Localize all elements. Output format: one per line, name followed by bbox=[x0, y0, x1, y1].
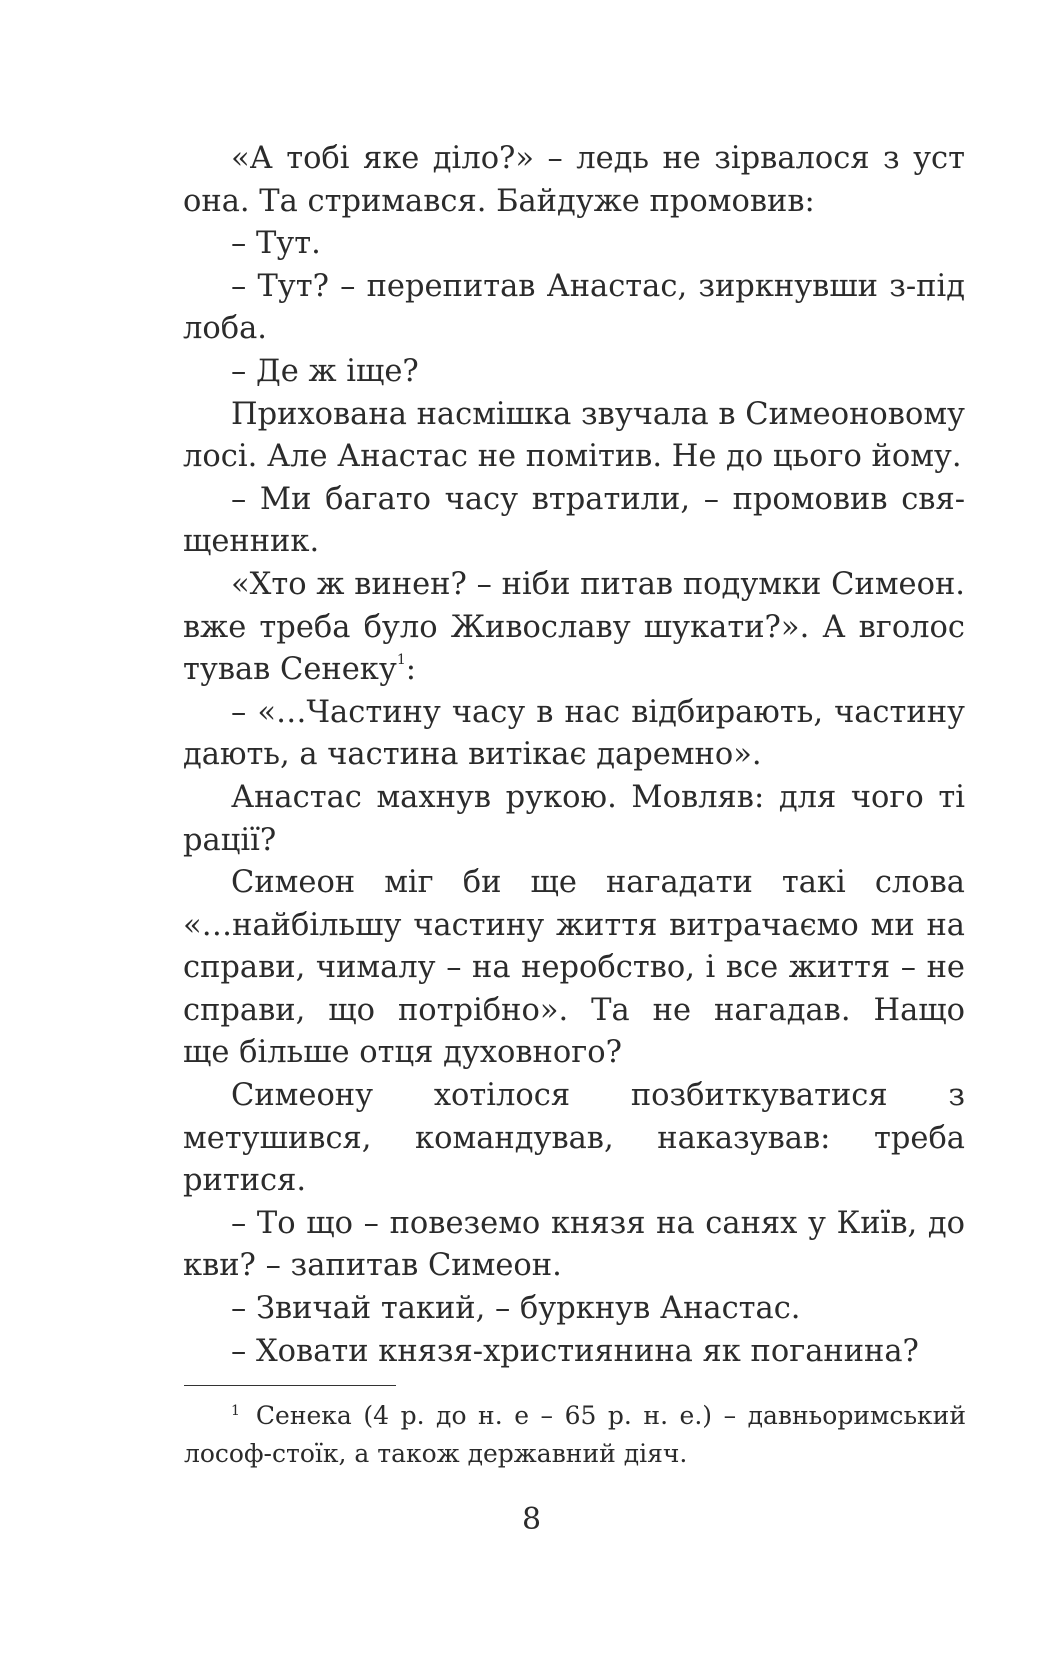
text-line: вже треба було Живославу шукати?». А вголос bbox=[183, 609, 965, 645]
text-line: метушився, командував, наказував: треба bbox=[183, 1120, 965, 1156]
text-line: она. Та стримався. Байдуже промовив: bbox=[183, 183, 815, 219]
text-fragment: : bbox=[405, 652, 417, 688]
text-line: ще більше отця духовного? bbox=[183, 1035, 622, 1071]
text-line: – «…Частину часу в нас відбирають, частину bbox=[231, 694, 965, 730]
text-line: справи, чималу – на неробство, і все життя – не bbox=[183, 950, 965, 986]
text-line: «Хто ж винен? – ніби питав подумки Симеон. bbox=[231, 566, 965, 602]
text-line: ритися. bbox=[183, 1163, 307, 1199]
text-line: Прихована насмішка звучала в Симеоновому bbox=[231, 396, 965, 432]
text-fragment: тував Сенеку bbox=[183, 652, 397, 688]
footnote-text: Сенека (4 р. до н. е – 65 р. н. е.) – давньоримський bbox=[255, 1401, 966, 1430]
text-line: – Звичай такий, – буркнув Анастас. bbox=[231, 1291, 801, 1327]
text-line: лосі. Але Анастас не помітив. Не до цього йому. bbox=[183, 439, 962, 475]
text-line: – Ховати князя-християнина як поганина? bbox=[231, 1333, 919, 1369]
footnote-reference: 1 bbox=[396, 651, 406, 668]
page-number: 8 bbox=[521, 1502, 542, 1537]
text-line: «…найбільшу частину життя витрачаємо ми на bbox=[183, 907, 965, 943]
text-line: – Тут. bbox=[231, 226, 321, 262]
text-line: Анастас махнув рукою. Мовляв: для чого ті bbox=[231, 779, 965, 815]
text-line: – Де ж іще? bbox=[231, 353, 419, 389]
text-line: рації? bbox=[183, 822, 277, 858]
footnote-divider bbox=[184, 1385, 396, 1386]
text-line: – Тут? – перепитав Анастас, зиркнувши з-під bbox=[231, 268, 965, 304]
footnote-line bbox=[184, 1397, 966, 1435]
footnote bbox=[184, 1397, 966, 1472]
text-line: дають, а частина витікає даремно». bbox=[183, 737, 762, 773]
body-text bbox=[183, 138, 965, 1373]
text-line: – То що – повеземо князя на санях у Київ, до bbox=[231, 1205, 965, 1241]
text-line: «А тобі яке діло?» – ледь не зірвалося з уст bbox=[231, 141, 965, 176]
text-line bbox=[183, 649, 965, 692]
footnote-number: 1 bbox=[231, 1403, 240, 1419]
text-line: лоба. bbox=[183, 311, 267, 347]
text-line: щенник. bbox=[183, 524, 320, 560]
text-line: справи, що потрібно». Та не нагадав. Нащо bbox=[183, 992, 965, 1028]
footnote-line: лософ-стоїк, а також державний діяч. bbox=[184, 1438, 688, 1468]
text-line: Симеон міг би ще нагадати такі слова bbox=[231, 865, 965, 901]
text-line: Симеону хотілося позбиткуватися з bbox=[231, 1078, 965, 1114]
text-line: – Ми багато часу втратили, – промовив свя- bbox=[231, 481, 965, 517]
text-line: кви? – запитав Симеон. bbox=[183, 1248, 562, 1284]
